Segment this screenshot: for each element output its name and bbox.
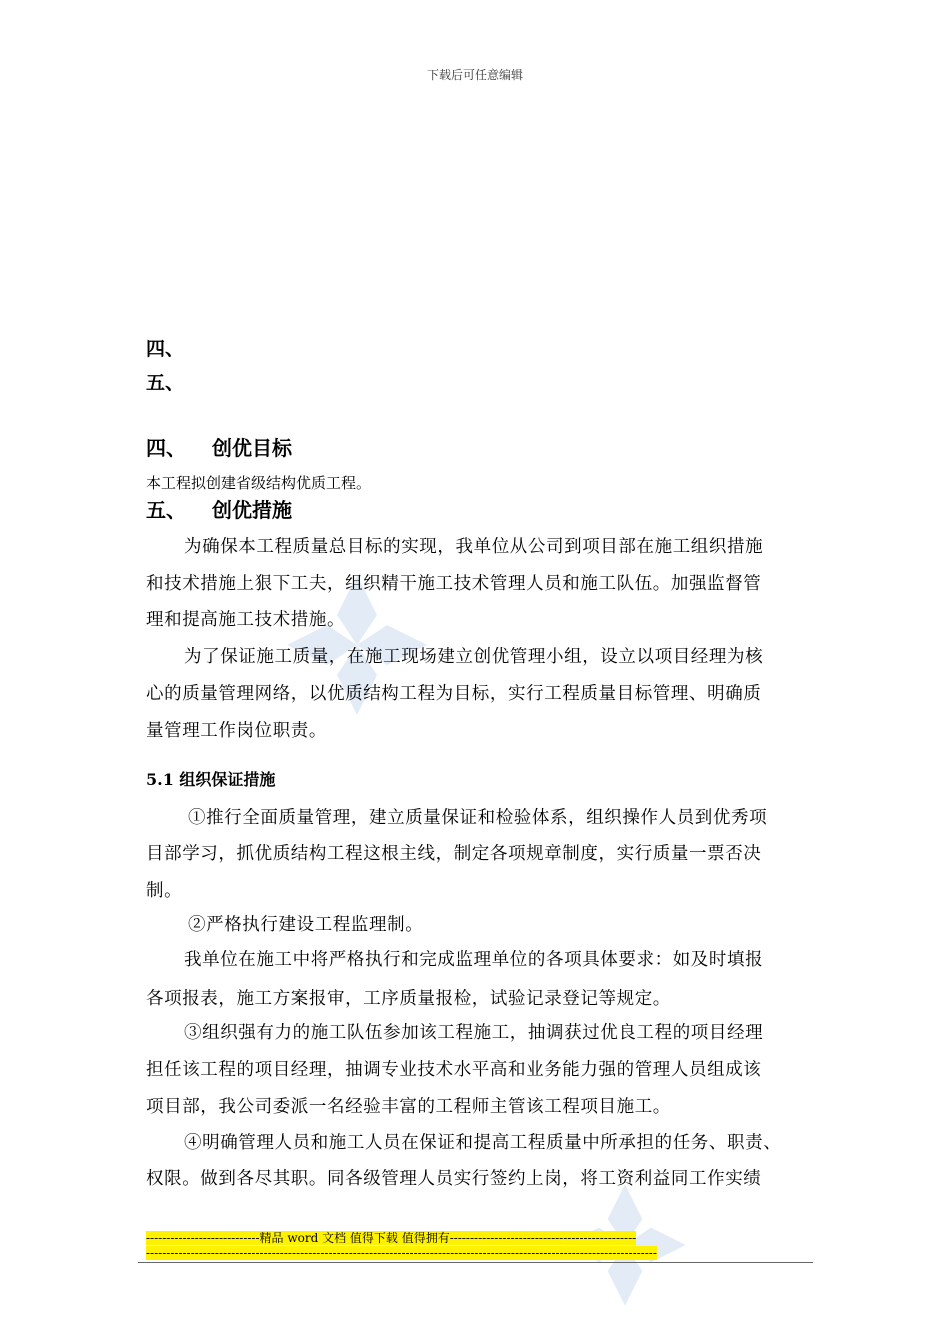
footer-banner: ----------------------------精品 word 文档 值得下载 值得拥有---------------------------------------------- <box>146 1231 637 1245</box>
paragraph-line: 为确保本工程质量总目标的实现，我单位从公司到项目部在施工组织措施 <box>184 537 764 557</box>
section-5-heading <box>146 494 292 523</box>
section-5-number: 五、 <box>146 498 186 522</box>
paragraph-line: 各项报表，施工方案报审，工序质量报检，试验记录登记等规定。 <box>146 989 671 1009</box>
paragraph-line: 我单位在施工中将严格执行和完成监理单位的各项具体要求：如及时填报 <box>184 950 764 970</box>
watermark-snowflake-icon <box>560 1180 690 1310</box>
paragraph-line: ②严格执行建设工程监理制。 <box>188 915 424 935</box>
paragraph-line: 量管理工作岗位职责。 <box>146 721 327 741</box>
paragraph-line: ①推行全面质量管理，建立质量保证和检验体系，组织操作人员到优秀项 <box>188 808 768 828</box>
paragraph-line: 理和提高施工技术措施。 <box>146 610 346 630</box>
section-5-title: 创优措施 <box>212 498 292 522</box>
page-header: 下载后可任意编辑 <box>426 68 523 82</box>
paragraph-line: 为了保证施工质量，在施工现场建立创优管理小组，设立以项目经理为核 <box>184 647 764 667</box>
footer-banner-line: ------------------------------------------------------------------------------------------------------------------------------ <box>146 1246 657 1260</box>
paragraph-line: 担任该工程的项目经理，抽调专业技术水平高和业务能力强的管理人员组成该 <box>146 1060 762 1080</box>
toc-item-5: 五、 <box>146 372 185 394</box>
paragraph-line: 项目部，我公司委派一名经验丰富的工程师主管该工程项目施工。 <box>146 1097 671 1117</box>
paragraph-line: ③组织强有力的施工队伍参加该工程施工，抽调获过优良工程的项目经理 <box>184 1023 764 1043</box>
paragraph-line: 心的质量管理网络，以优质结构工程为目标，实行工程质量目标管理、明确质 <box>146 684 762 704</box>
section-4-heading <box>146 432 292 461</box>
paragraph-line: ④明确管理人员和施工人员在保证和提高工程质量中所承担的任务、职责、 <box>184 1133 782 1153</box>
toc-item-4: 四、 <box>146 338 185 360</box>
paragraph-line: 权限。做到各尽其职。同各级管理人员实行签约上岗，将工资利益同工作实绩 <box>146 1169 762 1189</box>
paragraph-line: 目部学习，抓优质结构工程这根主线，制定各项规章制度，实行质量一票否决 <box>146 844 762 864</box>
section-4-title: 创优目标 <box>212 436 292 460</box>
subsection-heading: 5.1 组织保证措施 <box>146 770 276 789</box>
paragraph-line: 和技术措施上狠下工夫，组织精干施工技术管理人员和施工队伍。加强监督管 <box>146 574 762 594</box>
footer-divider <box>138 1262 813 1263</box>
section-4-number: 四、 <box>146 436 186 460</box>
section-4-body: 本工程拟创建省级结构优质工程。 <box>146 474 372 492</box>
paragraph-line: 制。 <box>146 881 183 901</box>
